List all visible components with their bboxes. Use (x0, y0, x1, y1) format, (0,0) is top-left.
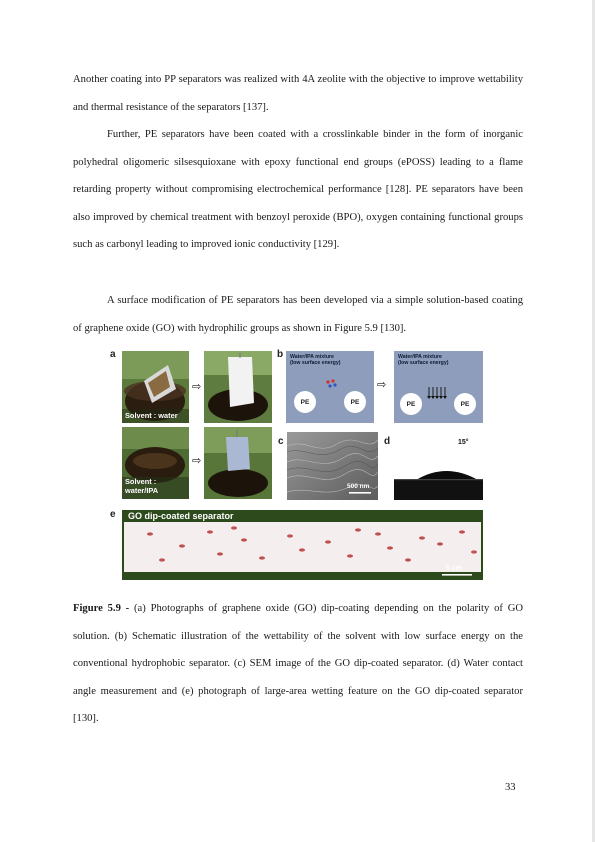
pe-particle-left: PE (294, 391, 316, 413)
schematic-wetting-before (286, 351, 374, 423)
photo-separator-water-result (204, 351, 272, 423)
paragraph-zeolite: Another coating into PP separators was realized with 4A zeolite with the objective to improve wettability and thermal resistance of the separators [137]. (73, 74, 523, 113)
large-area-separator-photo (122, 510, 483, 580)
photo-title-go-separator: GO dip-coated separator (128, 511, 234, 521)
panel-label-e: e (110, 509, 116, 520)
paragraph-pe-coating: Further, PE separators have been coated with a crosslinkable binder in the form of inorganic polyhedral oligomeric silsesquioxane with epoxy functional end groups (ePOSS) leading to a flame retarding property without compromising electrochemical performance [128]. PE separators have been also improved by chemical treatment with benzoyl peroxide (BPO), oxygen containing functional groups such as carbonyl leading to improved ionic conductivity [129]. (73, 129, 523, 251)
panel-label-d: d (384, 436, 391, 447)
pe-particle-right: PE (454, 393, 476, 415)
scale-bar-500nm: 500 nm (347, 483, 370, 490)
label-solvent-ipa-line1: Solvent : (125, 477, 157, 486)
figure-5-9 (110, 346, 484, 582)
schematic-title-right-line2: (low surface energy) (398, 360, 449, 366)
schematic-title-left-line1: Water/IPA mixture (290, 354, 334, 360)
figure-caption (73, 595, 523, 733)
caption-label: Figure 5.9 - (73, 603, 130, 614)
contact-angle-value: 15° (458, 439, 469, 446)
photo-separator-ipa-result (204, 427, 272, 499)
contact-angle-image (394, 432, 483, 500)
panel-label-b: b (277, 349, 284, 360)
arrow-icon: ⇨ (192, 454, 202, 467)
pe-particle-left: PE (400, 393, 422, 415)
caption-text: (a) Photographs of graphene oxide (GO) dip-coating depending on the polarity of GO solution. (b) Schematic illustration of the wettability of the solvent with low surface energy on the conventional hydrophobic separator. (c) SEM image of the GO dip-coated separator. (d) Water contact angle measurement and (e) photograph of large-area wetting feature on the GO dip-coated separator [130]. (73, 603, 523, 725)
arrow-icon: ⇨ (192, 380, 202, 393)
label-solvent-water: Solvent : water (125, 411, 178, 420)
schematic-title-left-line2: (low surface energy) (290, 360, 341, 366)
schematic-wetting-after (394, 351, 483, 423)
scale-bar-5cm: 5 cm (446, 565, 462, 572)
photo-beaker-water-dip (122, 351, 189, 423)
sem-image (287, 432, 378, 500)
panel-label-c: c (278, 436, 284, 447)
schematic-title-right-line1: Water/IPA mixture (398, 354, 442, 360)
arrow-icon: ⇨ (377, 378, 387, 391)
pe-particle-right: PE (344, 391, 366, 413)
page-number: 33 (505, 782, 516, 793)
label-solvent-ipa-line2: water/IPA (125, 486, 159, 495)
photo-beaker-ipa-dip (122, 427, 189, 499)
paragraph-go-modification: A surface modification of PE separators has been developed via a simple solution-based coating of graphene oxide (GO) with hydrophilic groups as shown in Figure 5.9 [130]. (73, 295, 523, 334)
panel-label-a: a (110, 349, 116, 360)
